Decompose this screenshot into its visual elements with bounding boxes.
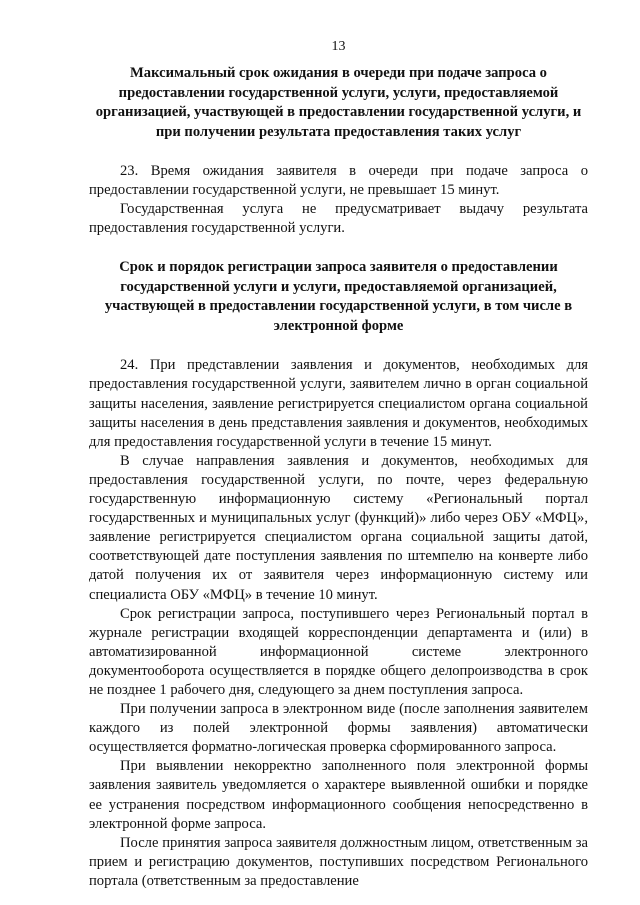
section-heading-queue-wait: Максимальный срок ожидания в очереди при подаче запроса о предоставлении государственной услуги, услуги, предоставляемой организацией, участвующей в предоставлении государственной услуги, и при получении результата предоставления таких услуг: [95, 65, 582, 140]
paragraph-24: 24. При представлении заявления и документов, необходимых для предоставления государственной услуги, заявителем лично в орган социальной защиты населения, заявление регистрируется специалистом органа социальной защиты населения в день представления заявления и документов, необходимых для предоставления государственной услуги в течение 15 минут.: [89, 357, 588, 450]
page-number: 13: [331, 39, 346, 54]
paragraph-electronic-check: При получении запроса в электронном виде (после заполнения заявителем каждого из полей электронной формы заявления) автоматически осуществляется форматно-логическая проверка сформированного запроса.: [89, 701, 588, 756]
paragraph-error-notification: При выявлении некорректно заполненного поля электронной формы заявления заявитель уведомляется о характере выявленной ошибки и порядке ее устранения посредством информационного сообщения непосредственно в электронной форме запроса.: [89, 758, 588, 832]
paragraph-result-not-issued: Государственная услуга не предусматривает выдачу результата предоставления государственной услуги.: [89, 201, 588, 237]
paragraph-portal-registration-term: Срок регистрации запроса, поступившего через Региональный портал в журнале регистрации входящей корреспонденции департамента и (или) в автоматизированной информационной системе электронного документооборота осуществляется в порядке общего делопроизводства в срок не позднее 1 рабочего дня, следующего за днем поступления запроса.: [89, 605, 588, 698]
section-heading-registration: Срок и порядок регистрации запроса заявителя о предоставлении государственной услуги и услуги, предоставляемой организацией, участвующей в предоставлении государственной услуги, в том числе в электронной форме: [104, 259, 573, 334]
paragraph-23: 23. Время ожидания заявителя в очереди при подаче запроса о предоставлении государственной услуги, не превышает 15 минут.: [89, 163, 588, 199]
paragraph-after-acceptance: После принятия запроса заявителя должностным лицом, ответственным за прием и регистрацию документов, поступивших посредством Регионального портала (ответственным за предоставление: [89, 834, 588, 889]
paragraph-mail-portal-mfc: В случае направления заявления и документов, необходимых для предоставления государственной услуги, по почте, через федеральную государственную информационную систему «Региональный портал государственных и муниципальных услуг (функций)» либо через ОБУ «МФЦ», заявление регистрируется специалистом органа социальной защиты датой, соответствующей дате поступления заявления по штемпелю на конверте либо датой получения их от заявителя через информационную систему или специалиста ОБУ «МФЦ» в течение 10 минут.: [89, 452, 588, 603]
